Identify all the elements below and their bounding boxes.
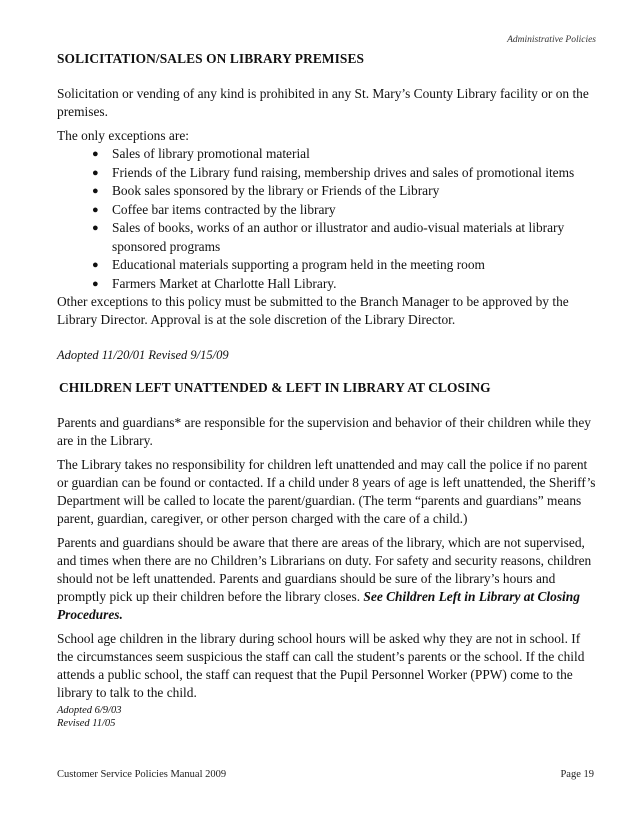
bullet-icon: ● [92,166,99,179]
solicitation-adopted: Adopted 11/20/01 Revised 9/15/09 [57,348,229,362]
list-item: ● Coffee bar items contracted by the library [57,201,599,220]
running-head: Administrative Policies [507,35,596,45]
list-item: ● Book sales sponsored by the library or Friends of the Library [57,182,599,201]
section-children-body [57,414,599,730]
bullet-icon: ● [92,222,99,234]
children-p3: Parents and guardians should be aware that there are areas of the library, which are not supervised, and times when there are no Children’s Librarians on duty. For safety and security reasons, children should not be left unattended. Parents and guardians should be sure of the library’s hours and promptly pick up their children before the library closes. See Children Left in Library at Closing Procedures. [57,535,592,622]
list-item: ● Farmers Market at Charlotte Hall Library. [57,275,599,294]
bullet-icon: ● [92,277,99,290]
children-p2: The Library takes no responsibility for children left unattended and may call the police if no parent or guardian can be found or contacted. If a child under 8 years of age is left unattended, the Sheriff’s Department will be called to locate the parent/guardian. (The term “parents and guardians” means parent, guardian, caregiver, or other person charged with the care of a child.) [57,457,596,526]
footer-manual-title: Customer Service Policies Manual 2009 [57,769,227,780]
section-title-solicitation: SOLICITATION/SALES ON LIBRARY PREMISES [57,51,365,66]
list-item: ● Sales of library promotional material [57,145,599,164]
exceptions-list [57,145,599,293]
bullet-icon: ● [92,148,99,160]
footer-page-number: Page 19 [560,769,594,780]
list-item: ● Friends of the Library fund raising, membership drives and sales of promotional items [57,164,599,183]
see-procedures-reference: See Children Left in Library at Closing Procedures. [57,589,580,622]
bullet-icon: ● [92,203,99,216]
children-p4: School age children in the library during school hours will be asked why they are not in school. If the circumstances seem suspicious the staff can call the student’s parents or the school. If the child attends a public school, the staff can request that the Pupil Personnel Worker (PPW) come to the library to talk to the child. [57,631,585,700]
exceptions-lead: The only exceptions are: [57,128,189,143]
children-p1: Parents and guardians* are responsible for the supervision and behavior of their children while they are in the Library. [57,415,591,448]
solicitation-intro: Solicitation or vending of any kind is prohibited in any St. Mary’s County Library facility or on the premises. [57,86,589,119]
bullet-icon: ● [92,259,99,271]
other-exceptions-block [57,293,599,335]
section-solicitation-body [57,85,599,293]
list-item: ● Sales of books, works of an author or illustrator and audio-visual materials at library sponsored programs [92,220,565,254]
children-revised: Revised 11/05 [57,718,116,729]
bullet-icon: ● [92,185,99,197]
section-title-children: CHILDREN LEFT UNATTENDED & LEFT IN LIBRARY AT CLOSING [59,380,491,395]
other-exceptions: Other exceptions to this policy must be submitted to the Branch Manager to be approved by the Library Director. Approval is at the sole discretion of the Library Director. [57,294,569,327]
children-adopted: Adopted 6/9/03 [57,705,122,716]
list-item: ● Educational materials supporting a program held in the meeting room [57,256,599,275]
